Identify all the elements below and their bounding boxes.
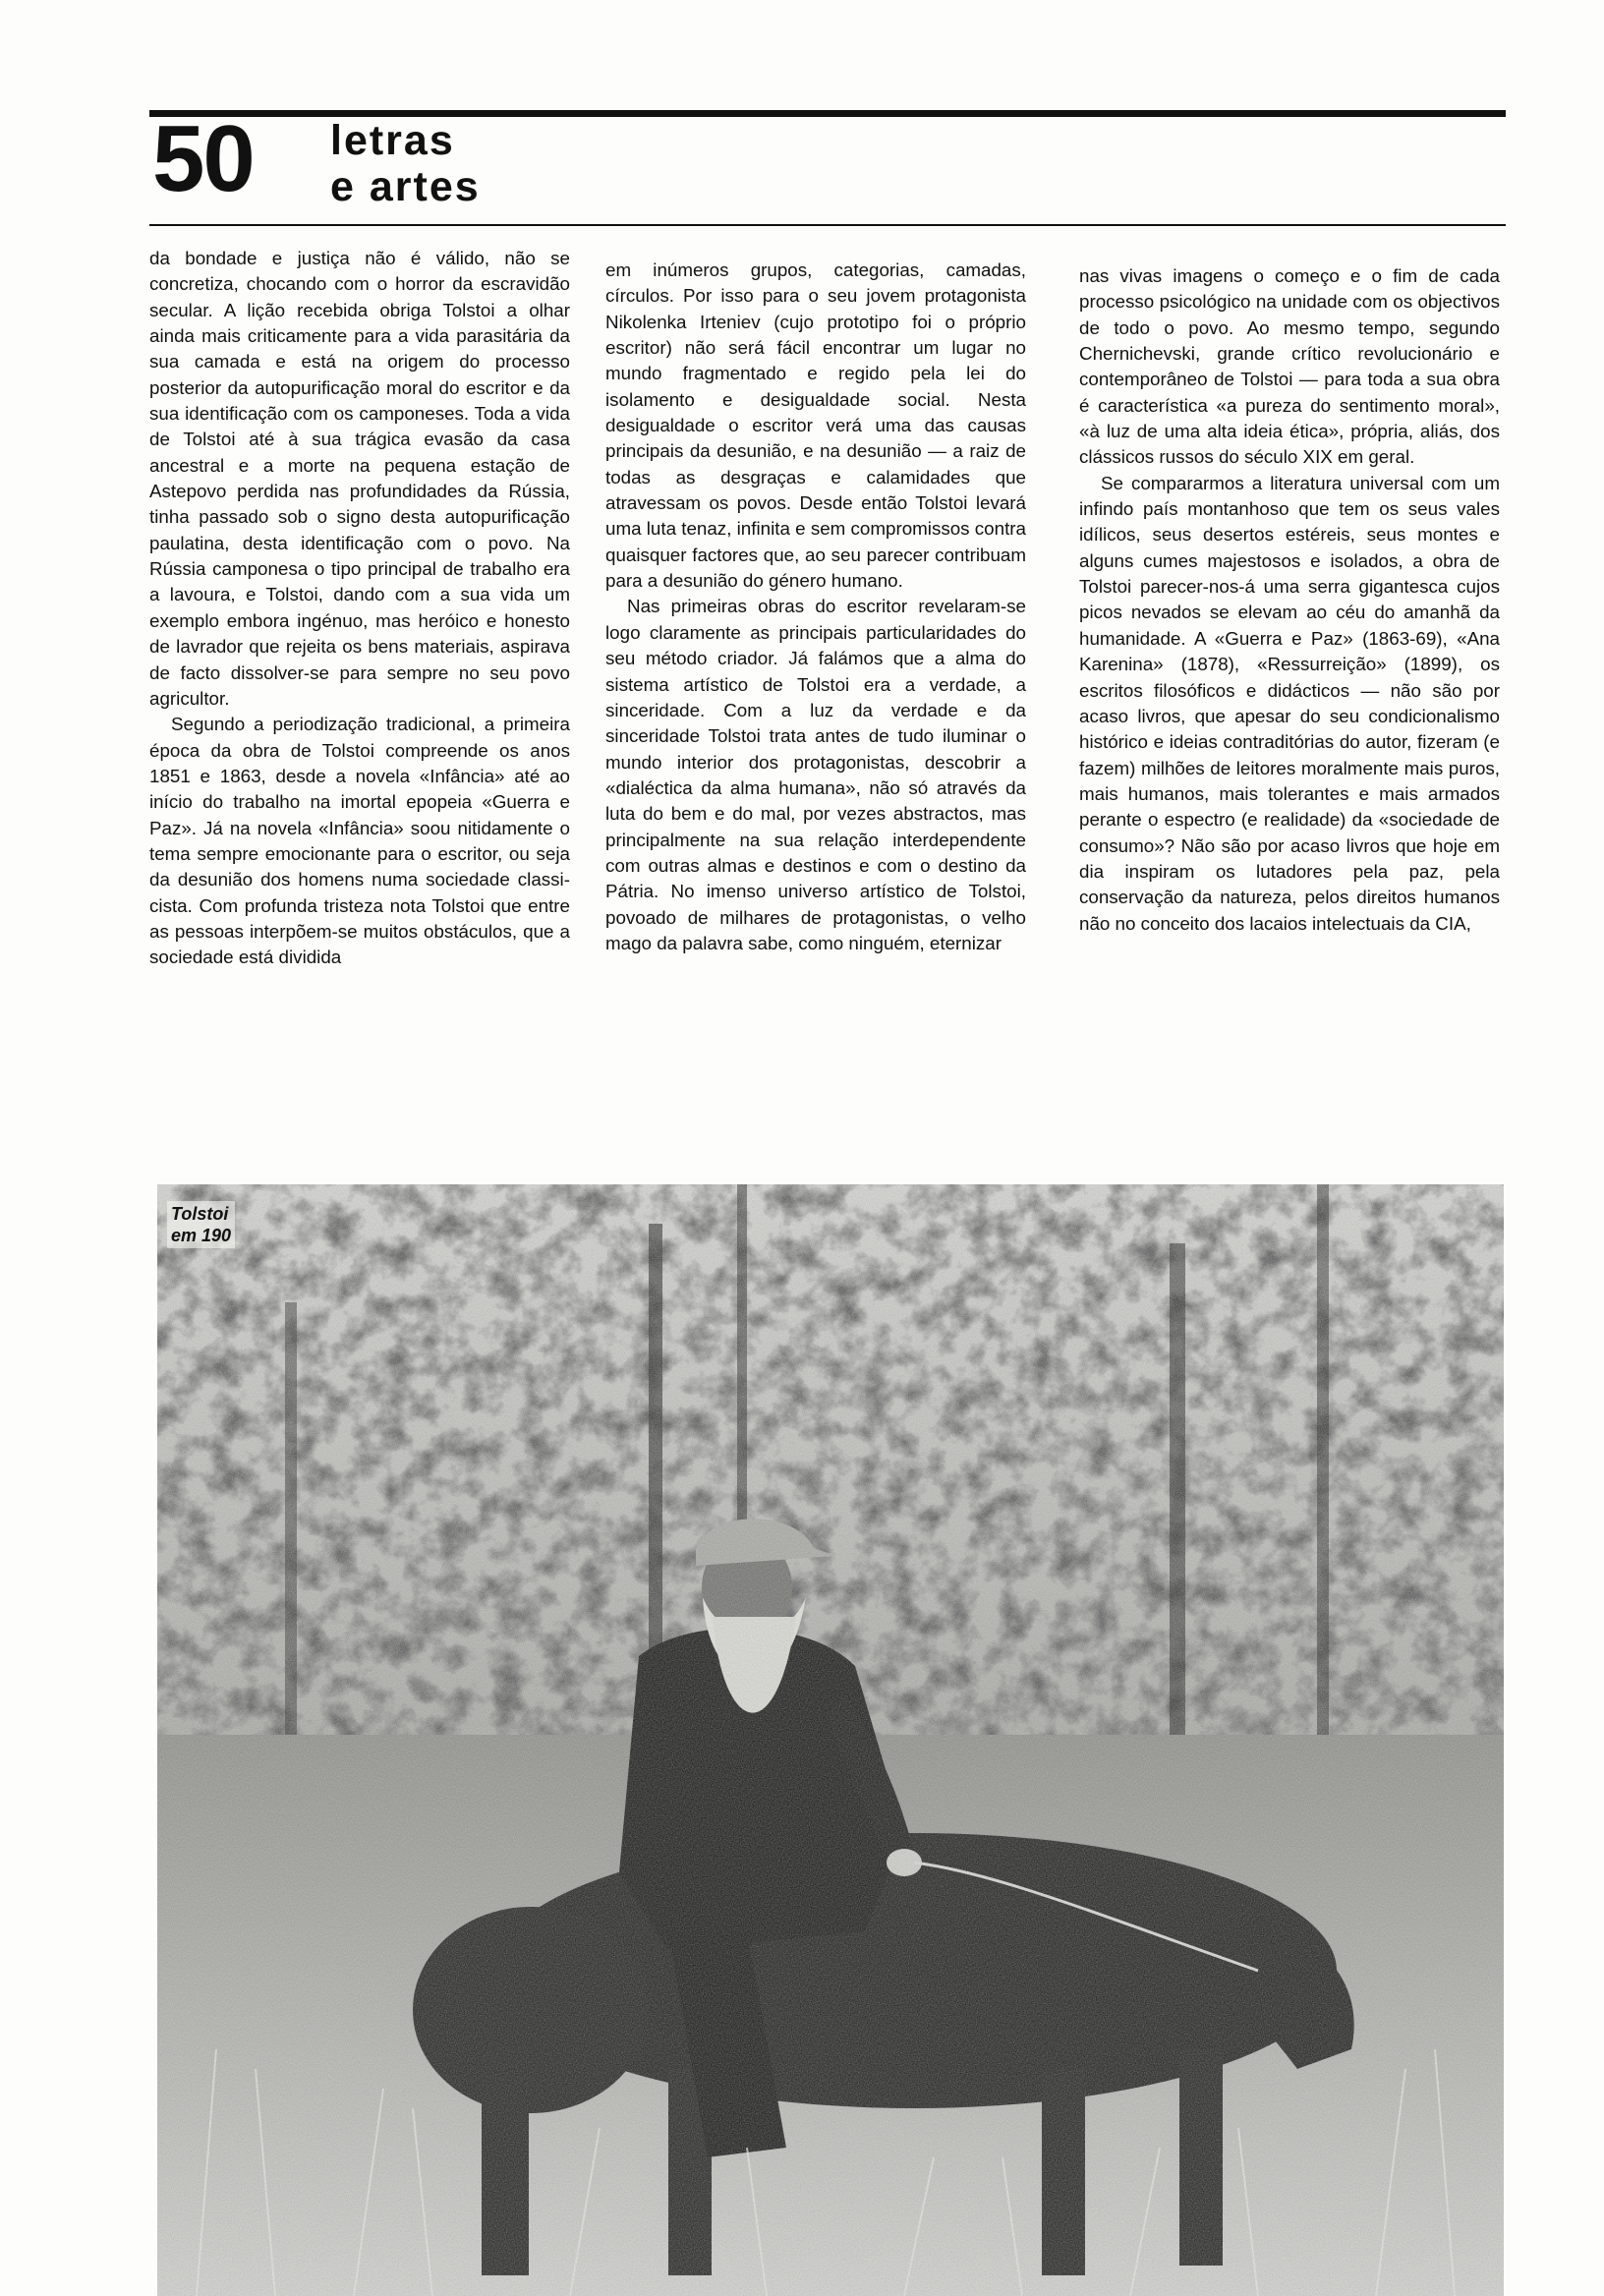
photo-caption-line2: em 190 xyxy=(171,1226,232,1245)
photo-caption-line1: Tolstoi xyxy=(171,1204,229,1224)
photo-caption xyxy=(167,1201,235,1248)
paragraph: da bondade e justiça não é válido, não se concretiza, chocando com o horror da escravidão secular. A lição recebida obriga Tolstoi a olhar ainda mais criticamente para a vida parasitária da sua camada e está na origem do processo posterior da autopurificação moral do escritor e da sua identificação com os camponeses. Toda a vida de Tolstoi até à sua trágica evasão da casa ancestral e a morte na pequena estação de Astepovo perdida nas profundidades da Rússia, tinha passado sob o signo desta autopurificação paulatina, desta identificação com o povo. Na Rússia camponesa o tipo principal de trabalho era a lavoura, e Tolstoi, dando com a sua vida um exemplo embora ingénuo, mas heróico e honesto de lavrador que rejeita os bens materiais, aspirava de facto dissolver-se para sempre no seu povo agricultor. xyxy=(149,248,570,709)
text-column-2 xyxy=(605,258,1026,956)
paragraph: nas vivas imagens o começo e o fim de cada processo psicológico na unidade com os objectivos de todo o povo. Ao mesmo tempo, segundo Chernichevski, grande crítico revolucionário e contemporâneo de Tolstoi — para toda a sua obra é característica «a pureza do sentimento moral», «à luz de uma alta ideia ética», própria, aliás, dos clássicos russos do século XIX em geral. xyxy=(1079,265,1500,468)
header-rule xyxy=(149,224,1506,226)
section-title-line2: e artes xyxy=(330,163,481,210)
tolstoi-photo xyxy=(157,1184,1504,2296)
section-title-line1: letras xyxy=(330,117,455,164)
paragraph: Nas primeiras obras do escritor revelaram-se logo claramente as principais particularidades do seu método criador. Já falámos que a alma do sistema artístico de Tolstoi era a verdade, a sinceridade. Com a luz da verdade e da sinceridade Tolstoi trata antes de tudo iluminar o mundo interior dos protagonistas, descobrir a «dialéctica da alma humana», não só através da luta do bem e do mal, por vezes abstractos, mas principalmente na sua relação interdependente com outras almas e destinos e com o destino da Pátria. No imenso universo artístico de Tolstoi, povoado de milhares de protagonistas, o velho mago da palavra sabe, como ninguém, eternizar xyxy=(605,596,1026,953)
paragraph: em inúmeros grupos, categorias, camadas, círculos. Por isso para o seu jovem protagonista Nikolenka Irteniev (cujo prototipo foi o próprio escritor) não será fácil encontrar um lugar no mundo fragmentado e regido pela lei do isolamento e desigualdade social. Nesta desigualdade o escritor verá uma das causas principais da desunião, e na desunião — a raiz de todas as desgraças e calamidades que atravessam os povos. Desde então Tolstoi levará uma luta tenaz, infinita e sem compromissos contra quaisquer factores que, ao seu parecer contribuam para a desunião do género humano. xyxy=(605,259,1026,592)
text-column-3 xyxy=(1079,263,1500,937)
page-number: 50 xyxy=(152,106,254,211)
paragraph: Segundo a periodização tradicional, a primeira época da obra de Tolstoi compreende os anos 1851 e 1863, desde a novela «Infância» até ao início do trabalho na imortal epopeia «Guerra e Paz». Já na novela «Infância» soou nitidamente o tema sempre emocionante para o escritor, ou seja da desunião dos homens numa sociedade classicista. Com profunda tristeza nota Tolstoi que entre as pessoas interpõem-se muitos obstáculos, que a sociedade está dividida xyxy=(149,714,570,968)
paragraph: Se compararmos a literatura universal com um infindo país montanhoso que tem os seus vales idílicos, seus desertos estéreis, seus montes e alguns cumes majestosos e isolados, a obra de Tolstoi parecer-nos-á uma serra gigantesca cujos picos nevados se elevam ao céu do amanhã da humanidade. A «Guerra e Paz» (1863-69), «Ana Karenina» (1878), «Ressurreição» (1899), os escritos filosóficos e didácticos — não são por acaso livros, que apesar do seu condicionalismo histórico e ideias contraditórias do autor, fizeram (e fazem) milhões de leitores moralmente mais puros, mais humanos, mais tolerantes e mais armados perante o espectro (e realidade) da «sociedade de consumo»? Não são por acaso livros que hoje em dia inspiram os lutadores pela paz, pela conservação da natureza, pelos direitos humanos não no conceito dos lacaios intelectuais da CIA, xyxy=(1079,472,1500,934)
top-rule xyxy=(149,110,1506,117)
text-column-1 xyxy=(149,246,570,971)
section-title xyxy=(330,118,481,210)
